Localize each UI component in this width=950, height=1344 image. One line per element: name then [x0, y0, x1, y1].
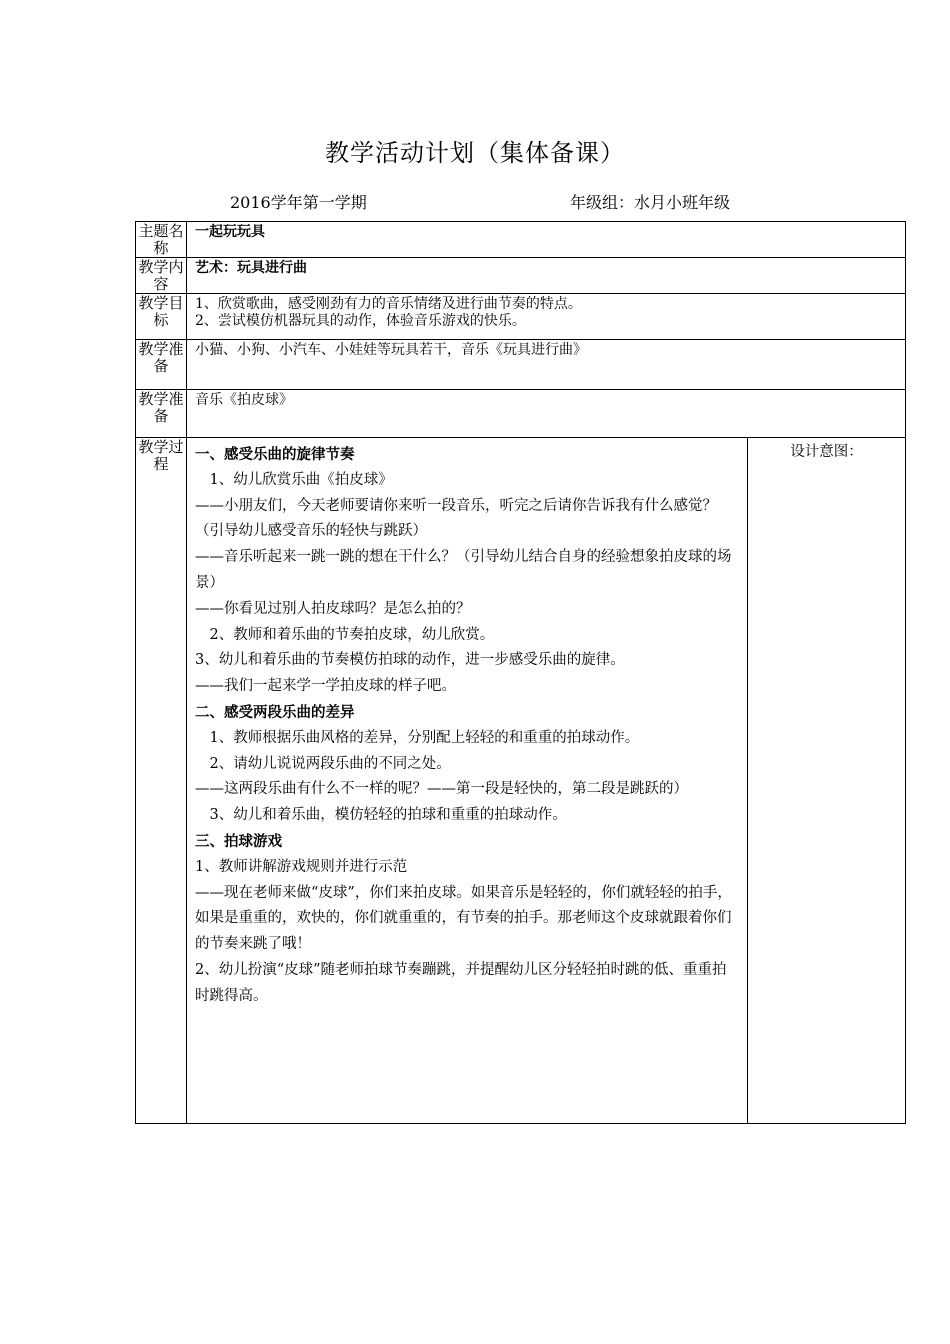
theme-label: 主题名称	[136, 222, 187, 258]
process-paragraph: 三、拍球游戏	[195, 832, 282, 850]
content-label: 教学内容	[136, 258, 187, 294]
process-paragraph: 1、教师根据乐曲风格的差异，分别配上轻轻的和重重的拍球动作。	[195, 729, 640, 746]
process-paragraph: 二、感受两段乐曲的差异	[195, 703, 355, 721]
process-paragraph: ——现在老师来做“皮球”，你们来拍皮球。如果音乐是轻轻的，你们就轻轻的拍手，如果是重重的，欢快的，你们就重重的，有节奏的拍手。那老师这个皮球就跟着你们的节奏来跳了哦！	[195, 884, 732, 953]
process-label: 教学过程	[136, 438, 187, 1124]
goals-row	[136, 294, 906, 340]
goal-line: 2、尝试模仿机器玩具的动作，体验音乐游戏的快乐。	[195, 313, 526, 329]
process-paragraph: ——小朋友们，今天老师要请你来听一段音乐，听完之后请你告诉我有什么感觉？（引导幼儿感受音乐的轻快与跳跃）	[195, 497, 717, 540]
process-paragraph: 3、幼儿和着乐曲，模仿轻轻的拍球和重重的拍球动作。	[195, 807, 567, 824]
process-paragraph: ——音乐听起来一跳一跳的想在干什么？（引导幼儿结合自身的经验想象拍皮球的场景）	[195, 549, 732, 591]
process-paragraph: 3、幼儿和着乐曲的节奏模仿拍球的动作，进一步感受乐曲的旋律。	[195, 652, 625, 669]
prep-value-2: 音乐《拍皮球》	[187, 390, 906, 438]
prep-label-1: 教学准备	[136, 340, 187, 390]
process-paragraph: 2、请幼儿说说两段乐曲的不同之处。	[195, 755, 451, 772]
process-paragraph: ——我们一起来学一学拍皮球的样子吧。	[195, 678, 456, 695]
process-paragraph: 一、感受乐曲的旋律节奏	[195, 446, 355, 463]
goals-label: 教学目标	[136, 294, 187, 340]
process-paragraph: ——你看见过别人拍皮球吗？是怎么拍的？	[195, 600, 471, 617]
lesson-plan-table	[135, 221, 906, 1124]
content-row	[136, 258, 906, 294]
process-row	[136, 438, 906, 1124]
process-paragraph: 2、幼儿扮演“皮球”随老师拍球节奏蹦跳，并提醒幼儿区分轻轻拍时跳的低、重重拍时跳得高。	[195, 961, 727, 1004]
process-content	[187, 438, 748, 1124]
process-paragraph: 2、教师和着乐曲的节奏拍皮球，幼儿欣赏。	[195, 626, 495, 643]
term-label: 2016学年第一学期	[230, 193, 367, 212]
process-paragraph: 1、教师讲解游戏规则并进行示范	[195, 858, 408, 875]
prep-value-1: 小猫、小狗、小汽车、小娃娃等玩具若干，音乐《玩具进行曲》	[187, 340, 906, 390]
page-title: 教学活动计划（集体备课）	[325, 139, 625, 167]
content-value: 艺术：玩具进行曲	[187, 258, 906, 294]
grade-group-label: 年级组：水月小班年级	[570, 193, 731, 212]
goal-line: 1、欣赏歌曲，感受刚劲有力的音乐情绪及进行曲节奏的特点。	[195, 296, 582, 312]
prep-row-2	[136, 390, 906, 438]
prep-row-1	[136, 340, 906, 390]
process-paragraph: 1、幼儿欣赏乐曲《拍皮球》	[195, 471, 393, 488]
design-intent-label: 设计意图：	[748, 438, 906, 1124]
process-paragraph: ——这两段乐曲有什么不一样的呢？——第一段是轻快的，第二段是跳跃的）	[195, 781, 688, 798]
goals-value	[187, 294, 906, 340]
theme-row	[136, 222, 906, 258]
prep-label-2: 教学准备	[136, 390, 187, 438]
theme-value: 一起玩玩具	[187, 222, 906, 258]
